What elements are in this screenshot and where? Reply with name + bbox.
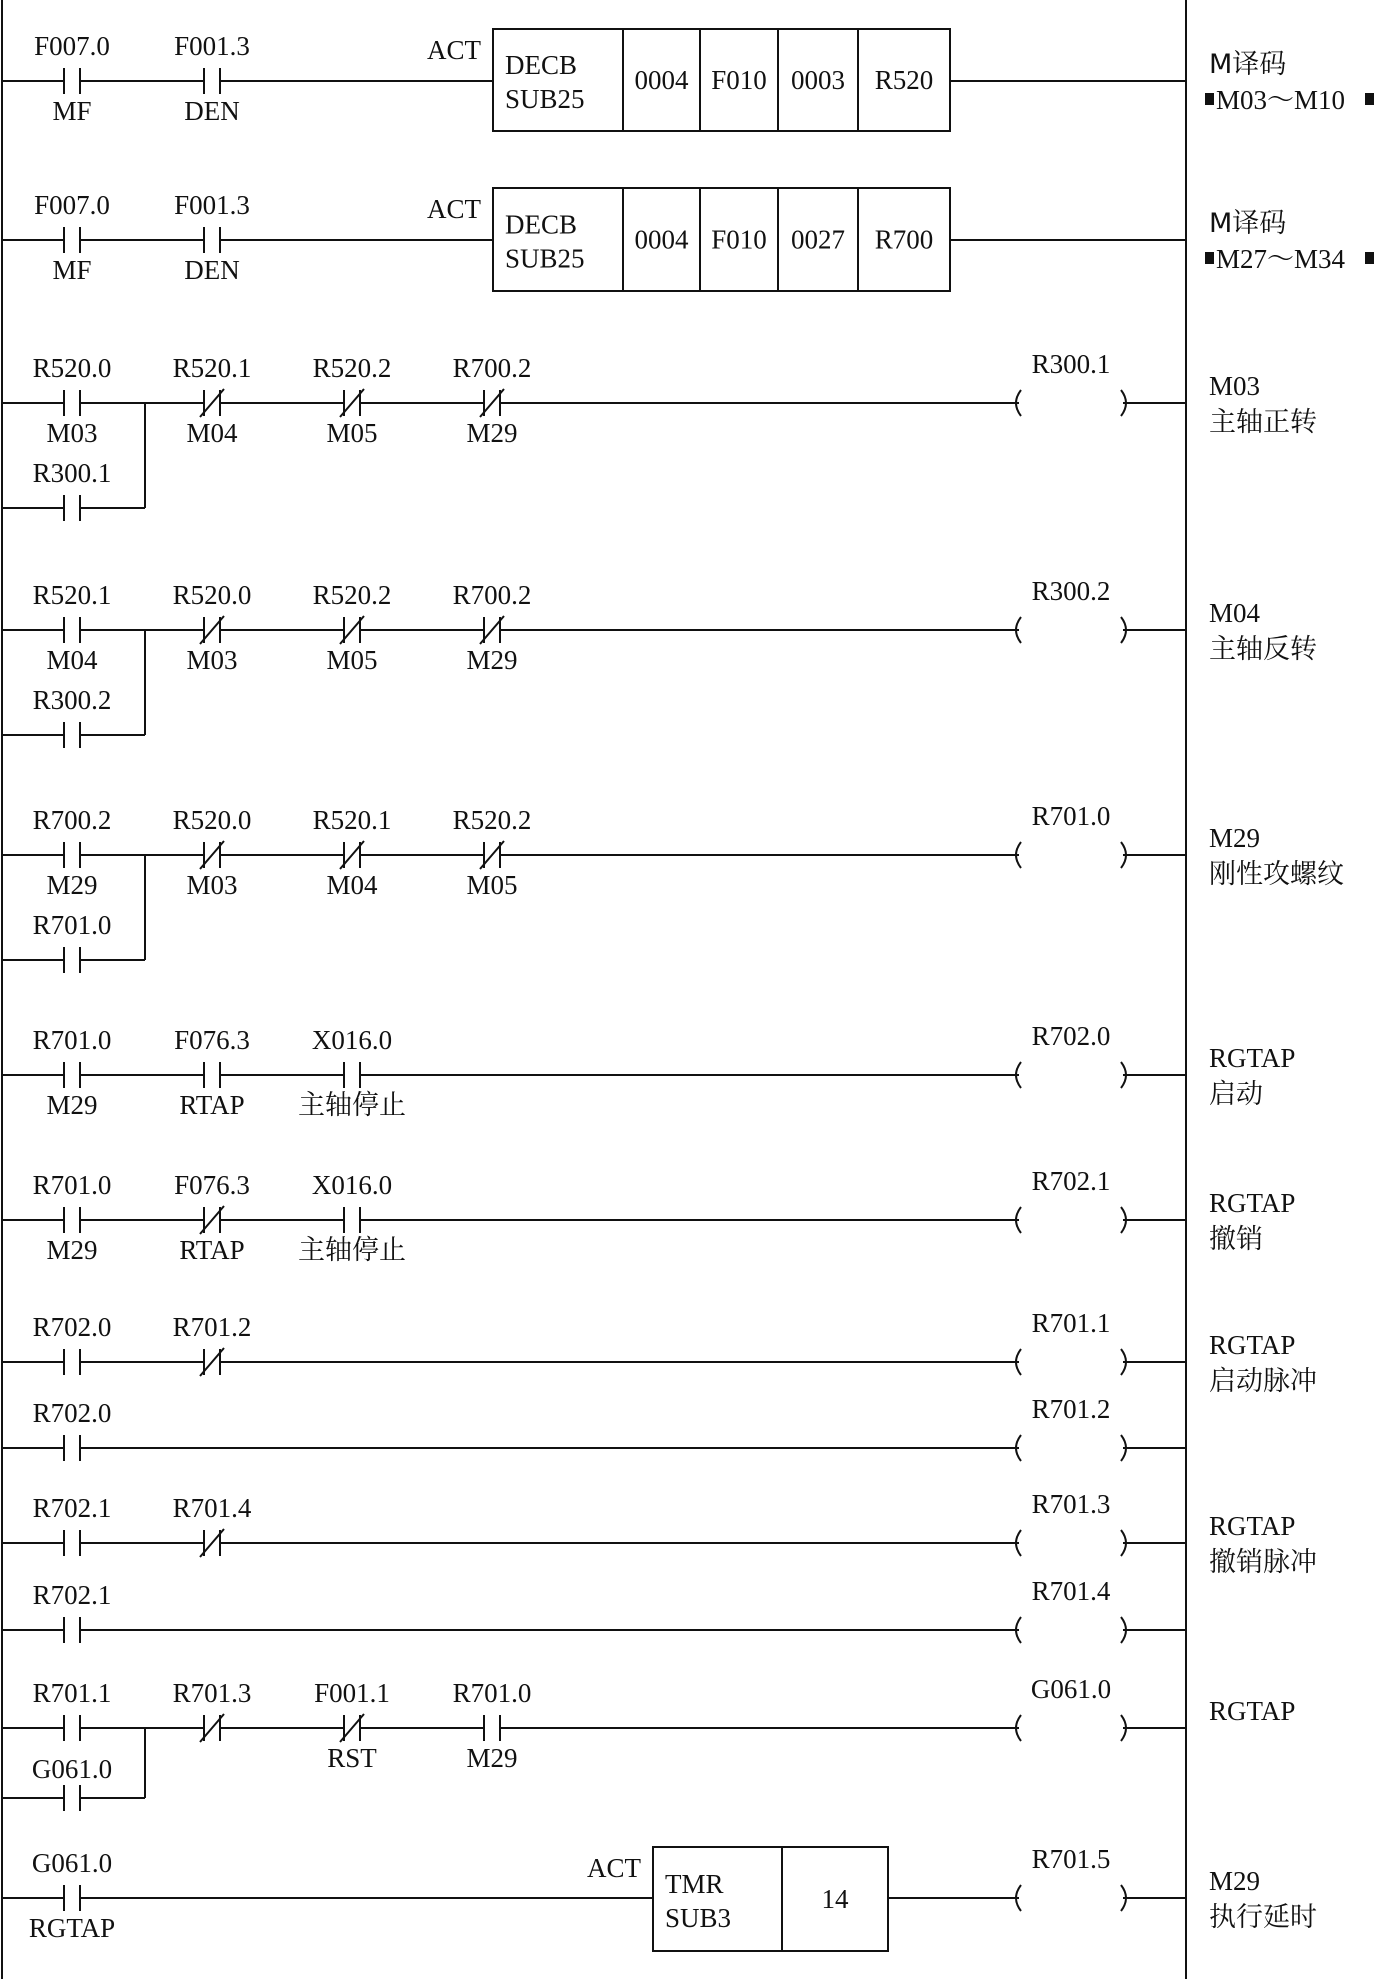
contact-label: MF [52,96,92,126]
contact-address: X016.0 [311,1025,393,1055]
coil-address: R300.2 [1031,576,1111,606]
rung-comment: M译码 [1209,49,1287,80]
contact-address: R520.2 [312,353,392,383]
function-param: F010 [711,224,767,255]
act-label: ACT [427,194,481,224]
rung-r12 [2,1674,1295,1811]
contact-address: R701.4 [172,1493,252,1523]
coil-address: R300.1 [1031,349,1111,379]
contact-address: R520.2 [312,580,392,610]
rung-r1 [2,29,1374,131]
contact-label: M05 [326,418,378,448]
contact-label: M29 [46,870,98,900]
function-sub: SUB25 [505,84,585,114]
rung-r11 [2,1576,1186,1643]
rung-comment: RGTAP [1209,1511,1296,1541]
function-param: 0004 [634,224,689,255]
branch-contact-address: R701.0 [32,910,112,940]
contact-label: RGTAP [28,1913,116,1943]
function-param: 0004 [634,65,689,95]
function-param: F010 [711,65,767,95]
contact-address: R701.2 [172,1312,252,1342]
contact-address: X016.0 [311,1170,393,1200]
function-name: DECB [505,50,578,80]
contact-address: R700.2 [32,805,112,835]
rung-comment: RGTAP [1209,1188,1296,1218]
function-name: TMR [665,1869,724,1899]
contact-address: R520.1 [172,353,252,383]
coil-address: R701.4 [1031,1576,1111,1606]
coil-address: R701.3 [1031,1489,1111,1519]
function-sub: SUB25 [505,243,585,274]
contact-address: F007.0 [34,31,110,61]
contact-label: RTAP [179,1235,245,1265]
comment-marker [1365,93,1374,105]
contact-address: R520.0 [172,580,252,610]
rung-comment: M03～M10 [1216,85,1346,115]
contact-address: R520.2 [452,805,532,835]
coil-address: R702.1 [1031,1166,1111,1196]
contact-address: F076.3 [174,1170,250,1200]
contact-label: 主轴停止 [298,1235,406,1266]
contact-label: M04 [186,418,238,448]
rung-r5 [2,801,1344,973]
rung-comment: 主轴正转 [1209,407,1317,438]
contact-label: M04 [46,645,98,675]
rung-r10 [2,1489,1317,1578]
contact-label: M04 [326,870,378,900]
contact-label: M03 [186,870,238,900]
function-param: 0027 [791,224,845,255]
contact-address: G061.0 [31,1848,113,1878]
contact-address: R702.0 [32,1398,112,1428]
contact-label: M29 [466,645,518,675]
rung-comment: 启动脉冲 [1209,1366,1317,1397]
rung-comment: M04 [1209,598,1261,628]
contact-address: R520.0 [32,353,112,383]
contact-label: M29 [46,1235,98,1265]
rung-r4 [2,576,1317,748]
rung-comment: RGTAP [1209,1043,1296,1073]
branch-contact-address: R300.2 [32,685,112,715]
rung-r8 [2,1308,1317,1397]
coil-address: G061.0 [1030,1674,1112,1704]
rung-r7 [2,1166,1295,1266]
comment-marker [1205,252,1214,264]
contact-label: M29 [466,418,518,448]
contact-address: R701.3 [172,1678,252,1708]
comment-marker [1365,252,1374,264]
function-param: 14 [821,1884,849,1914]
rung-r6 [2,1021,1295,1121]
function-block [653,1847,888,1951]
rung-comment: M27～M34 [1216,244,1346,274]
contact-address: R520.1 [32,580,112,610]
coil-address: R701.1 [1031,1308,1111,1338]
coil-address: R701.2 [1031,1394,1111,1424]
contact-address: R701.1 [32,1678,112,1708]
rung-comment: M29 [1209,1866,1261,1896]
contact-address: F076.3 [174,1025,250,1055]
contact-label: MF [52,255,92,285]
contact-label: M05 [466,870,518,900]
contact-address: R702.0 [32,1312,112,1342]
act-label: ACT [427,35,481,65]
contact-label: DEN [184,96,240,126]
act-label: ACT [587,1853,641,1883]
contact-address: R702.1 [32,1493,112,1523]
contact-label: M03 [46,418,98,448]
rungs-layer [2,29,1374,1951]
contact-address: F007.0 [34,190,110,220]
rung-r13 [2,1844,1317,1951]
rung-comment: 执行延时 [1209,1902,1317,1933]
contact-address: F001.3 [174,31,250,61]
rung-r3 [2,349,1317,521]
contact-address: R700.2 [452,353,532,383]
contact-address: R701.0 [452,1678,532,1708]
branch-contact-address: G061.0 [31,1754,113,1784]
contact-label: M03 [186,645,238,675]
coil-address: R701.5 [1031,1844,1111,1874]
branch-contact-address: R300.1 [32,458,112,488]
contact-label: M05 [326,645,378,675]
contact-label: M29 [466,1743,518,1773]
contact-address: R520.0 [172,805,252,835]
rung-comment: M29 [1209,823,1261,853]
rung-comment: 启动 [1209,1079,1263,1110]
rung-comment: 刚性攻螺纹 [1209,859,1344,890]
contact-address: R520.1 [312,805,392,835]
rung-r2 [2,188,1374,291]
function-sub: SUB3 [665,1903,732,1933]
comment-marker [1205,93,1214,105]
function-param: R520 [874,65,934,95]
rung-comment: RGTAP [1209,1330,1296,1360]
contact-address: R701.0 [32,1170,112,1200]
contact-label: RST [327,1743,377,1773]
function-name: DECB [505,209,578,240]
contact-address: F001.3 [174,190,250,220]
rung-comment: 主轴反转 [1209,634,1317,665]
rung-comment: M03 [1209,371,1261,401]
contact-label: RTAP [179,1090,245,1120]
rung-comment: M译码 [1209,208,1287,239]
contact-address: R701.0 [32,1025,112,1055]
contact-address: F001.1 [314,1678,390,1708]
coil-address: R702.0 [1031,1021,1111,1051]
function-param: R700 [874,224,934,255]
contact-label: M29 [46,1090,98,1120]
rung-r9 [2,1394,1186,1461]
rung-comment: 撤销脉冲 [1209,1547,1317,1578]
contact-label: 主轴停止 [298,1090,406,1121]
contact-address: R702.1 [32,1580,112,1610]
contact-address: R700.2 [452,580,532,610]
function-param: 0003 [791,65,845,95]
rung-comment: 撤销 [1209,1224,1263,1255]
rung-comment: RGTAP [1209,1696,1296,1726]
coil-address: R701.0 [1031,801,1111,831]
contact-label: DEN [184,255,240,285]
